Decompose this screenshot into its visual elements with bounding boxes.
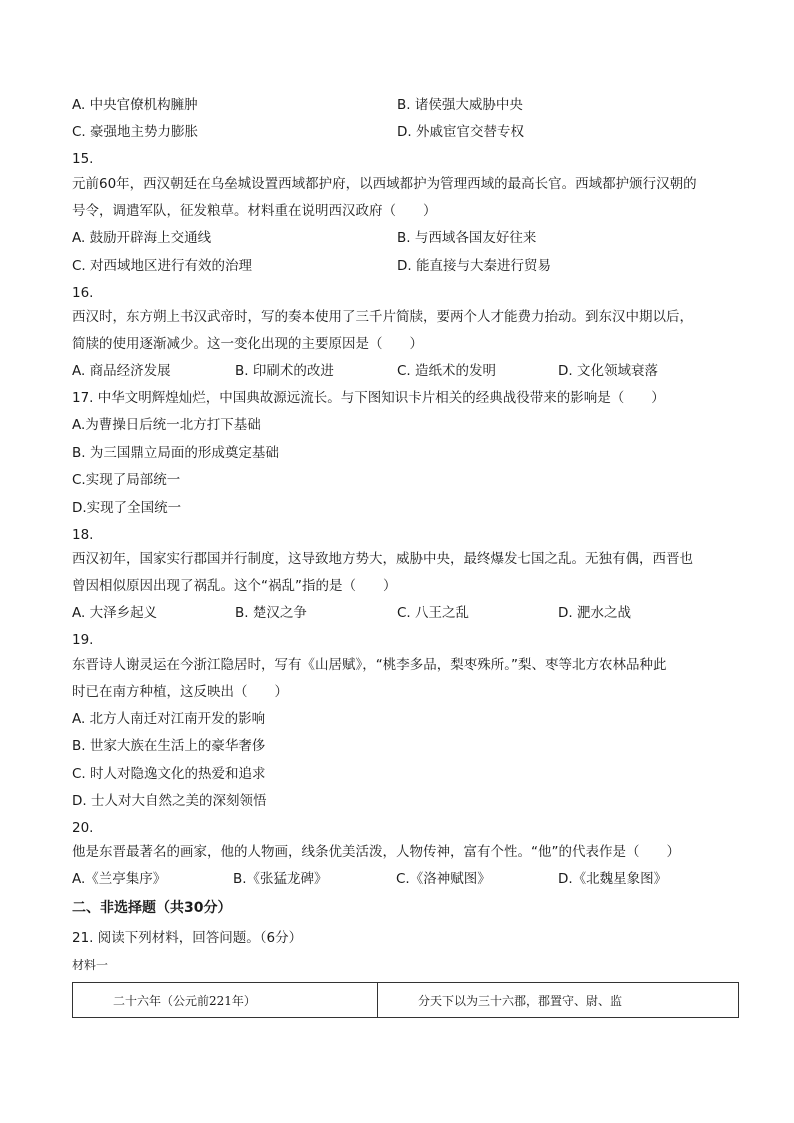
q17-option-a: A.为曹操日后统一北方打下基础 bbox=[72, 417, 261, 433]
material-table bbox=[72, 982, 739, 1018]
q14-option-a: A. 中央官僚机构臃肿 bbox=[72, 97, 198, 113]
q19-number: 19. bbox=[72, 632, 94, 648]
q19-stem-line1: 东晋诗人谢灵运在今浙江隐居时，写有《山居赋》，“桃李多品，梨枣殊所。”梨、枣等北方农林品种此 bbox=[72, 657, 667, 673]
q17-option-b: B. 为三国鼎立局面的形成奠定基础 bbox=[72, 445, 279, 461]
q19-option-d: D. 士人对大自然之美的深刻领悟 bbox=[72, 793, 267, 809]
q14-option-d: D. 外戚宦官交替专权 bbox=[397, 124, 524, 140]
q19-option-c: C. 时人对隐逸文化的热爱和追求 bbox=[72, 766, 266, 782]
q20-option-c: C.《洛神赋图》 bbox=[396, 871, 491, 887]
q14-option-b: B. 诸侯强大威胁中央 bbox=[397, 97, 523, 113]
table-cell-event: 分天下以为三十六郡，郡置守、尉、监 bbox=[378, 983, 739, 1018]
q15-option-d: D. 能直接与大秦进行贸易 bbox=[397, 258, 551, 274]
q20-option-b: B.《张猛龙碑》 bbox=[233, 871, 328, 887]
q18-option-a: A. 大泽乡起义 bbox=[72, 605, 158, 621]
q17-option-d: D.实现了全国统一 bbox=[72, 500, 182, 516]
q18-stem-line1: 西汉初年，国家实行郡国并行制度，这导致地方势大，威胁中央，最终爆发七国之乱。无独有偶，西晋也 bbox=[72, 551, 693, 567]
q15-option-b: B. 与西域各国友好往来 bbox=[397, 230, 537, 246]
table-row bbox=[73, 983, 739, 1018]
q16-option-c: C. 造纸术的发明 bbox=[397, 363, 497, 379]
q17-option-c: C.实现了局部统一 bbox=[72, 472, 181, 488]
q16-stem-line2: 简牍的使用逐渐减少。这一变化出现的主要原因是（ ） bbox=[72, 336, 423, 352]
q20-option-a: A.《兰亭集序》 bbox=[72, 871, 167, 887]
q20-stem: 他是东晋最著名的画家，他的人物画，线条优美活泼，人物传神，富有个性。“他”的代表作是（ ） bbox=[72, 844, 680, 860]
q16-option-b: B. 印刷术的改进 bbox=[235, 363, 334, 379]
q21-stem: 21. 阅读下列材料，回答问题。（6分） bbox=[72, 930, 303, 946]
q15-number: 15. bbox=[72, 151, 94, 167]
section-title-non-choice: 二、非选择题（共30分） bbox=[72, 900, 232, 916]
q18-option-d: D. 淝水之战 bbox=[558, 605, 631, 621]
material-label: 材料一 bbox=[72, 958, 109, 972]
q16-stem-line1: 西汉时，东方朔上书汉武帝时，写的奏本使用了三千片简牍，要两个人才能费力抬动。到东汉中期以后， bbox=[72, 309, 693, 325]
q19-stem-line2: 时已在南方种植，这反映出（ ） bbox=[72, 684, 288, 700]
table-cell-year: 二十六年（公元前221年） bbox=[73, 983, 378, 1018]
q20-number: 20. bbox=[72, 820, 94, 836]
q15-stem-line1: 元前60年，西汉朝廷在乌垒城设置西域都护府，以西域都护为管理西域的最高长官。西域都护颁行汉朝的 bbox=[72, 176, 697, 192]
q18-option-c: C. 八王之乱 bbox=[397, 605, 470, 621]
q16-option-a: A. 商品经济发展 bbox=[72, 363, 171, 379]
q15-option-c: C. 对西域地区进行有效的治理 bbox=[72, 258, 253, 274]
q17-stem: 17. 中华文明辉煌灿烂，中国典故源远流长。与下图知识卡片相关的经典战役带来的影响是（ ） bbox=[72, 390, 665, 406]
q15-stem-line2: 号令，调遣军队，征发粮草。材料重在说明西汉政府（ ） bbox=[72, 203, 437, 219]
q18-option-b: B. 楚汉之争 bbox=[235, 605, 307, 621]
q20-option-d: D.《北魏星象图》 bbox=[558, 871, 668, 887]
q19-option-b: B. 世家大族在生活上的豪华奢侈 bbox=[72, 738, 266, 754]
q18-number: 18. bbox=[72, 527, 94, 543]
q14-option-c: C. 豪强地主势力膨胀 bbox=[72, 124, 199, 140]
q16-number: 16. bbox=[72, 285, 94, 301]
q15-option-a: A. 鼓励开辟海上交通线 bbox=[72, 230, 212, 246]
q16-option-d: D. 文化领域衰落 bbox=[558, 363, 658, 379]
q18-stem-line2: 曾因相似原因出现了祸乱。这个“祸乱”指的是（ ） bbox=[72, 578, 397, 594]
q19-option-a: A. 北方人南迁对江南开发的影响 bbox=[72, 711, 266, 727]
